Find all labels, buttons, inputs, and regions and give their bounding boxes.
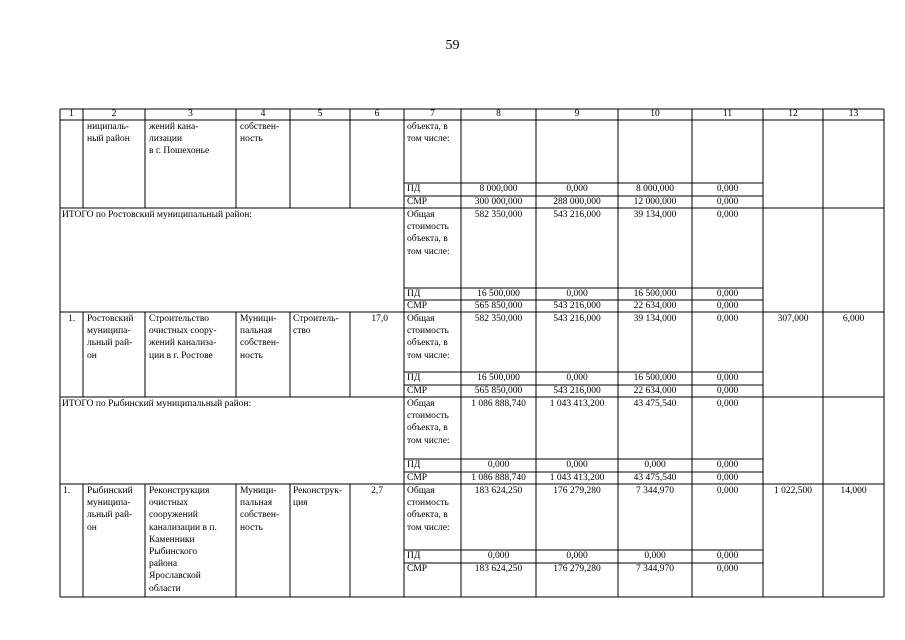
header-col-7: 7 xyxy=(430,109,435,119)
rybinsk-v12: 1 022,500 xyxy=(774,486,812,496)
header-col-12: 12 xyxy=(788,109,798,119)
rybinsk-capacity: 2,7 xyxy=(371,486,383,496)
total-rybinsk-pd-v8: 0,000 xyxy=(487,460,510,470)
rostov-smr-v8: 565 850,000 xyxy=(474,386,523,396)
rostov-work-type: Строитель- ство xyxy=(293,314,339,337)
header-col-3: 3 xyxy=(188,109,193,119)
rybinsk-v11: 0,000 xyxy=(716,486,739,496)
total-rybinsk-smr-v11: 0,000 xyxy=(716,473,739,483)
rybinsk-smr-label: СМР xyxy=(407,564,428,574)
total-rybinsk-pd-v10: 0,000 xyxy=(644,460,666,470)
rybinsk-pd-v8: 0,000 xyxy=(487,551,510,561)
rybinsk-smr-v9: 176 279,280 xyxy=(553,564,601,574)
cont-smr-v11: 0,000 xyxy=(716,197,739,207)
cont-object: жений кана- лизации в г. Пошехонье xyxy=(149,122,210,157)
rybinsk-work-type: Реконструк- ция xyxy=(293,486,342,509)
rostov-capacity: 17,0 xyxy=(371,314,388,324)
total-rybinsk-cost-label: Общая стоимость объекта, в том числе: xyxy=(407,399,450,446)
rybinsk-pd-v11: 0,000 xyxy=(716,551,739,561)
rostov-pd-v8: 16 500,000 xyxy=(477,373,520,383)
header-col-4: 4 xyxy=(260,109,266,119)
total-rybinsk-pd-v11: 0,000 xyxy=(716,460,739,470)
total-rostov-v10: 39 134,000 xyxy=(633,210,677,220)
total-rybinsk-smr-label: СМР xyxy=(407,473,428,483)
rostov-v8: 582 350,000 xyxy=(474,314,523,324)
rostov-smr-v10: 22 634,000 xyxy=(633,386,677,396)
header-col-10: 10 xyxy=(650,109,660,119)
rostov-district: Ростовский муниципа- льный рай- он xyxy=(87,314,134,361)
rybinsk-pd-v9: 0,000 xyxy=(566,551,588,561)
rybinsk-v8: 183 624,250 xyxy=(474,486,523,496)
rostov-smr-v9: 543 216,000 xyxy=(553,386,601,396)
cont-smr-v8: 300 000,000 xyxy=(474,197,523,207)
header-col-8: 8 xyxy=(496,109,501,119)
rybinsk-smr-v11: 0,000 xyxy=(716,564,739,574)
cont-pd-v11: 0,000 xyxy=(716,184,739,194)
page-number: 59 xyxy=(445,38,460,53)
total-rostov-pd-label: ПД xyxy=(407,289,421,299)
total-rostov-cost-label: Общая стоимость объекта, в том числе: xyxy=(407,210,450,257)
rybinsk-cost-label: Общая стоимость объекта, в том числе: xyxy=(407,486,450,533)
total-rybinsk-v11: 0,000 xyxy=(716,399,739,409)
header-col-11: 11 xyxy=(722,109,733,119)
rostov-pd-v9: 0,000 xyxy=(566,373,588,383)
header-col-5: 5 xyxy=(317,109,323,119)
rostov-pd-label: ПД xyxy=(407,373,421,383)
rostov-pd-v11: 0,000 xyxy=(716,373,739,383)
total-rostov-pd-v10: 16 500,000 xyxy=(633,289,677,299)
total-rybinsk-v10: 43 475,540 xyxy=(633,399,677,409)
rybinsk-row-num: 1. xyxy=(63,486,71,496)
total-rostov-v8: 582 350,000 xyxy=(474,210,523,220)
total-rostov-smr-v11: 0,000 xyxy=(716,301,739,311)
rybinsk-smr-v10: 7 344,970 xyxy=(636,564,674,574)
total-rostov-smr-label: СМР xyxy=(407,301,428,311)
total-rybinsk-smr-v9: 1 043 413,200 xyxy=(549,473,605,483)
total-rostov-smr-v9: 543 216,000 xyxy=(553,301,601,311)
total-rostov-v9: 543 216,000 xyxy=(553,210,601,220)
total-rostov-label: ИТОГО по Ростовский муниципальный район: xyxy=(62,210,252,220)
rostov-cost-label: Общая стоимость объекта, в том числе: xyxy=(407,314,450,361)
total-rostov-pd-v8: 16 500,000 xyxy=(477,289,520,299)
cont-smr-label: СМР xyxy=(407,197,428,207)
cont-pd-v8: 8 000,000 xyxy=(479,184,518,194)
total-rostov-v11: 0,000 xyxy=(716,210,739,220)
cont-smr-v9: 288 000,000 xyxy=(553,197,601,207)
rybinsk-smr-v8: 183 624,250 xyxy=(474,564,523,574)
header-col-9: 9 xyxy=(574,109,580,119)
cont-pd-label: ПД xyxy=(407,184,421,194)
cont-district: ниципаль- ный район xyxy=(87,122,130,145)
rybinsk-object: Реконструкция очистных сооружений канализации в п. Каменники Рыбинского района Ярославской области xyxy=(149,486,217,594)
total-rostov-pd-v11: 0,000 xyxy=(716,289,739,299)
rybinsk-pd-label: ПД xyxy=(407,551,421,561)
total-rybinsk-pd-v9: 0,000 xyxy=(566,460,588,470)
total-rostov-smr-v10: 22 634,000 xyxy=(633,301,677,311)
total-rybinsk-pd-label: ПД xyxy=(407,460,421,470)
rybinsk-district: Рыбинский муниципа- льный рай- он xyxy=(87,486,133,533)
total-rybinsk-smr-v8: 1 086 888,740 xyxy=(471,473,526,483)
cont-ownership: собствен- ность xyxy=(240,122,280,145)
rybinsk-v10: 7 344,970 xyxy=(636,486,674,496)
header-col-1: 1 xyxy=(69,109,74,119)
total-rybinsk-label: ИТОГО по Рыбинский муниципальный район: xyxy=(62,399,252,409)
rostov-pd-v10: 16 500,000 xyxy=(633,373,677,383)
rybinsk-v13: 14,000 xyxy=(840,486,867,496)
rostov-row-num: 1. xyxy=(67,314,76,324)
cont-pd-v10: 8 000,000 xyxy=(636,184,674,194)
rybinsk-pd-v10: 0,000 xyxy=(644,551,666,561)
rostov-object: Строительство очистных соору- жений канализа- ции в г. Ростове xyxy=(149,314,217,361)
total-rostov-smr-v8: 565 850,000 xyxy=(474,301,523,311)
cont-pd-v9: 0,000 xyxy=(566,184,588,194)
header-col-6: 6 xyxy=(374,109,380,119)
total-rostov-pd-v9: 0,000 xyxy=(566,289,588,299)
rostov-v9: 543 216,000 xyxy=(553,314,601,324)
rostov-ownership: Муници- пальная собствен- ность xyxy=(240,314,280,361)
rostov-v13: 6,000 xyxy=(842,314,865,324)
rostov-v10: 39 134,000 xyxy=(633,314,677,324)
header-col-2: 2 xyxy=(111,109,117,119)
rybinsk-v9: 176 279,280 xyxy=(553,486,601,496)
total-rybinsk-v9: 1 043 413,200 xyxy=(549,399,605,409)
total-rybinsk-smr-v10: 43 475,540 xyxy=(633,473,677,483)
rostov-smr-label: СМР xyxy=(407,386,428,396)
cont-smr-v10: 12 000,000 xyxy=(633,197,677,207)
total-rybinsk-v8: 1 086 888,740 xyxy=(471,399,526,409)
rostov-v12: 307,000 xyxy=(777,314,809,324)
cont-cost-label: объекта, в том числе: xyxy=(407,122,450,145)
rybinsk-ownership: Муници- пальная собствен- ность xyxy=(240,486,280,533)
rostov-smr-v11: 0,000 xyxy=(716,386,739,396)
rostov-v11: 0,000 xyxy=(716,314,739,324)
header-col-13: 13 xyxy=(848,109,859,119)
